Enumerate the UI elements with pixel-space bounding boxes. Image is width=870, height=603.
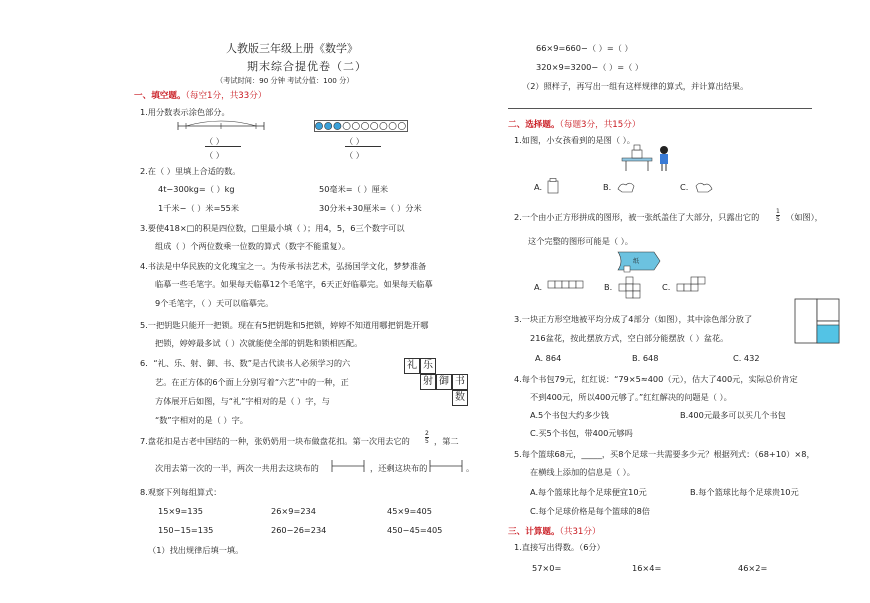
option-2-1-c: C. [680,182,689,192]
question-1-6d: “数”字相对的是（ ）字。 [155,415,248,425]
question-1-6c: 方体展开后如图，与“礼”字相对的是（ ）字，与 [155,396,330,406]
option-a-view-icon [546,178,560,194]
paren-1c: （ ） [345,136,364,146]
question-2-3a: 3.一块正方形空地被平均分成了4部分（如图），其中涂色部分放了 [514,314,753,324]
question-1-4b: 临摹一些毛笔字。如果每天临摹12个毛笔字，6天正好临摹完。如果每天临摹 [155,279,433,289]
option-c-view-icon [694,180,714,194]
option-2-2-a: A. [534,282,543,292]
section-3-title: 三、计算题。 [508,527,560,537]
square-field-figure [794,298,840,344]
question-1-7a [140,436,410,447]
equation: 450−45=405 [387,525,443,535]
question-2-2b: 这个完整的图形可能是（ ）。 [528,236,633,246]
cube-face-she: 射 [420,374,436,390]
section-1-title: 一、填空题。 [134,91,186,101]
circle-mark [398,122,405,129]
calc-item: 46×2= [738,563,768,573]
question-3-1: 1.直接写出得数。（6分） [514,542,605,552]
option-2-4-c: C.买5个书包，带400元够吗 [530,428,633,438]
calc-item: 16×4= [632,563,662,573]
page-subtitle: 期末综合提优卷（二） [247,60,367,73]
cube-face-yue: 乐 [420,358,436,374]
question-2-5b: 在横线上添加的信息是（ ）。 [530,467,635,477]
answer-fraction-box-2 [428,458,464,474]
question-1-3a: 3.要使418×□的积是四位数，□里最小填（ ）；用4，5，6三个数字可以 [140,223,405,233]
calc-item: 57×0= [532,563,562,573]
fraction-numerator: 2 [425,430,429,437]
shape-option-b [618,276,652,300]
section-1-heading [134,89,266,101]
question-1-3b: 组成（ ）个两位数乘一位数的算式（数字不能重复）。 [155,241,351,251]
answer-fraction-box-1 [330,458,366,474]
shape-option-c [676,276,710,300]
section-2-note: （每题3分，共15分） [559,120,641,130]
section-3-note: （共31分） [559,527,601,537]
answer-line [508,108,812,109]
cube-face-li: 礼 [404,358,420,374]
question-1-8-2: （2）照样子，再写出一组有这样规律的算式，并计算出结果。 [522,81,749,91]
paper-label: 纸 [633,258,640,265]
q7-text-a: 7.盘花扣是古老中国结的一种，张奶奶用一块布做盘花扣。第一次用去它的 [140,436,410,446]
option-2-5-c: C.每个足球价格是每个篮球的8倍 [530,506,650,516]
option-2-1-a: A. [534,182,543,192]
question-2-5a: 5.每个篮球68元，_____，买8个足球一共需要多少元？根据列式：（68+10）×8， [514,449,815,459]
equation: 45×9=405 [387,506,432,516]
question-2-1: 1.如图，小女孩看到的是图（ ）。 [514,135,635,145]
question-2-2a: 2.一个由小正方形拼成的图形，被一张纸盖住了大部分，只露出它的 [514,212,760,222]
section-2-heading [508,118,640,130]
option-2-4-a: A.5个书包大约多少钱 [530,410,609,420]
question-1-8: 8.观察下列每组算式： [140,487,222,497]
fraction-circles-figure [314,120,408,132]
circle-mark [389,122,396,129]
circle-mark [343,122,350,129]
circle-mark [371,122,378,129]
section-1-note: （每空1分，共33分） [185,91,267,101]
option-2-2-b: B. [604,282,613,292]
q2-item-b: 50毫米=（ ）厘米 [319,184,389,194]
rule-line-2: 320×9=3200−（ ）=（ ） [536,62,644,72]
equation: 26×9=234 [271,506,316,516]
q7-text-b2: ，还剩这块布的 [370,463,428,473]
circle-mark [334,122,341,129]
question-1-2: 2.在（ ）里填上合适的数。 [140,166,241,176]
question-1-7b: 次用去第一次的一半，两次一共用去这块布的 [155,463,319,473]
question-1-5b: 把锁，婷婷最多试（ ）次就能使全部的钥匙和锁相匹配。 [155,338,363,348]
option-2-3-c: C. 432 [733,353,760,363]
q7-text-a2: ，第二 [434,436,459,446]
question-1-1: 1.用分数表示涂色部分。 [140,107,230,117]
rule-line-1: 66×9=660−（ ）=（ ） [536,43,633,53]
fraction-denominator: 5 [425,438,429,445]
fraction-line-figure [176,120,266,132]
option-2-3-a: A. 864 [535,353,562,363]
equation: 150−15=135 [158,525,214,535]
fraction-bar [345,146,381,147]
page-title: 人教版三年级上册《数学》 [226,42,358,55]
option-2-5-a: A.每个篮球比每个足球便宜10元 [530,487,647,497]
section-3-heading [508,525,601,537]
paren-1b: （ ） [205,150,224,160]
option-2-4-b: B.400元最多可以买几个书包 [680,410,786,420]
option-2-2-c: C. [662,282,671,292]
exam-info: （考试时间：90 分钟 考试分值：100 分） [216,76,354,85]
circle-mark [352,122,359,129]
circle-mark [361,122,368,129]
cube-face-yu: 御 [436,374,452,390]
fraction-denominator: 5 [776,216,780,223]
equation: 260−26=234 [271,525,327,535]
option-2-5-b: B.每个篮球比每个足球贵10元 [690,487,799,497]
fraction-numerator: 1 [776,208,780,215]
circle-mark [380,122,387,129]
question-2-2a2: （如图）， [786,212,823,222]
fraction-2-5 [425,430,429,445]
cube-face-shu2: 数 [452,390,468,406]
q2-item-d: 30分米+30厘米=（ ）分米 [319,203,422,213]
q2-item-c: 1千米−（ ）米=55米 [158,203,240,213]
q2-item-a: 4t−300kg=（ ）kg [158,184,235,194]
q7-text-b3: 。 [466,463,475,473]
question-1-4a: 4.书法是中华民族的文化瑰宝之一。为传承书法艺术，弘扬国学文化，梦梦准备 [140,261,427,271]
circle-mark [325,122,332,129]
question-1-5a: 5.一把钥匙只能开一把锁。现在有5把钥匙和5把锁，婷婷不知道用哪把钥匙开哪 [140,320,429,330]
question-2-4b: 不到400元，所以400元够了。”红红解决的问题是（ ）。 [530,392,732,402]
question-1-4c: 9个毛笔字，（ ）天可以临摹完。 [155,298,274,308]
paper-cover-figure [616,250,662,272]
section-2-title: 二、选择题。 [508,120,560,130]
paren-1d: （ ） [345,150,364,160]
fraction-bar [205,146,241,147]
paren-1a: （ ） [205,136,224,146]
circle-mark [315,122,322,129]
question-2-3b: 216盆花，按此摆放方式，空白部分能摆放（ ）盆花。 [530,333,729,343]
fraction-1-5 [776,208,780,223]
option-2-3-b: B. 648 [632,353,659,363]
question-1-6a: 6．“礼、乐、射、御、书、数”是古代读书人必须学习的六 [140,358,351,368]
cube-face-shu: 书 [452,374,468,390]
table-girl-scene [618,144,674,172]
question-2-4a: 4.每个书包79元，红红说：“79×5≈400（元），估大了400元，实际总价肯定 [514,374,798,384]
equation: 15×9=135 [158,506,203,516]
question-1-8-1: （1）找出规律后填一填。 [148,545,244,555]
question-1-6b: 艺。在正方体的6个面上分别写着“六艺”中的一种，正 [155,377,349,387]
option-b-view-icon [616,180,636,194]
option-2-1-b: B. [603,182,612,192]
shape-option-a [547,280,597,292]
